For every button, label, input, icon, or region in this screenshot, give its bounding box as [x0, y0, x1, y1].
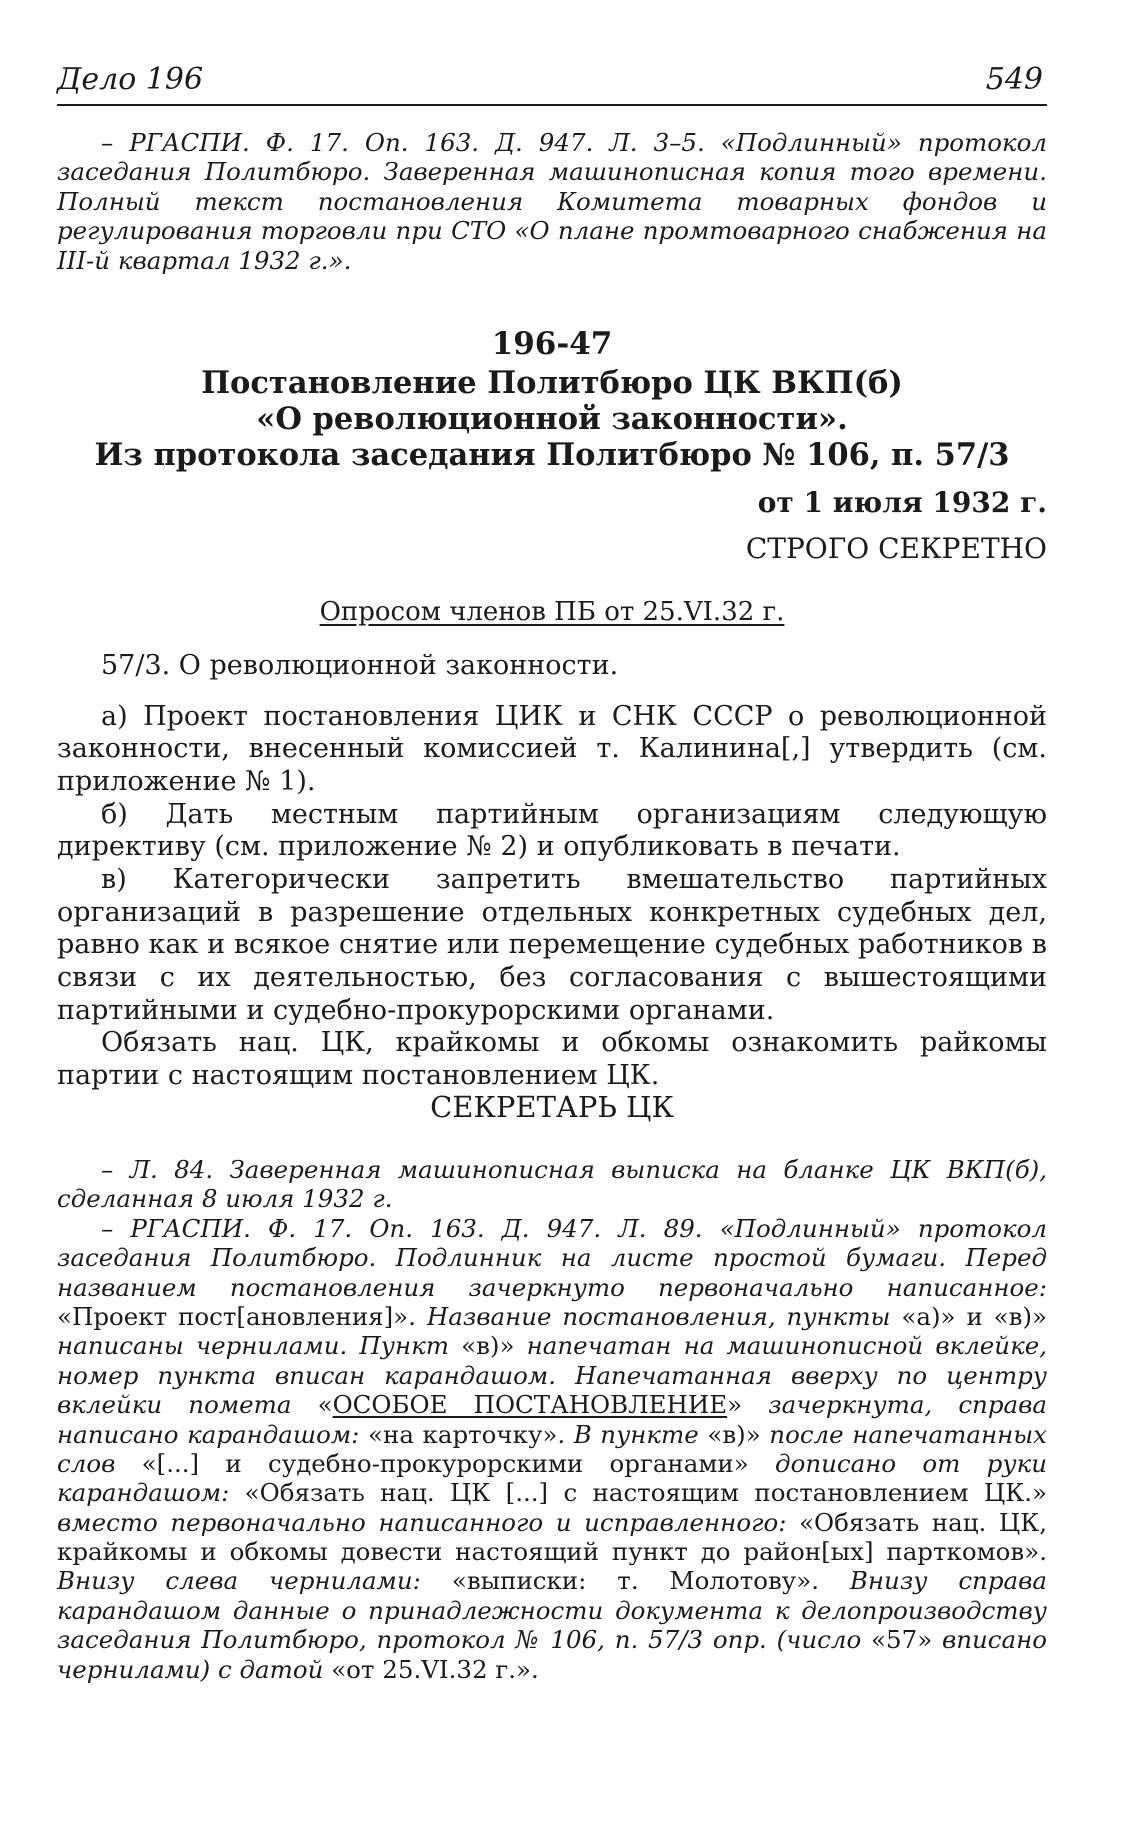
item-heading: 57/3. О революционной законности. [101, 650, 619, 681]
paragraph-oblige: Обязать нац. ЦК, крайкомы и обкомы ознакомить райкомы партии с настоящим постановлением ЦК. [57, 1027, 1047, 1091]
document-title-line1: Постановление Политбюро ЦК ВКП(б) [201, 365, 903, 401]
poll-note-text: Опросом членов ПБ от 25.VI.32 г. [319, 597, 785, 627]
source-note-bottom [57, 1155, 1047, 1684]
document-title-line3: Из протокола заседания Политбюро № 106, п. 57/3 [94, 437, 1010, 473]
paragraph-b: б) Дать местным партийным организациям следующую директиву (см. приложение № 2) и опубликовать в печати. [57, 798, 1047, 863]
running-header [57, 58, 1047, 106]
page-number: 549 [985, 62, 1043, 97]
source-note-top [57, 128, 1047, 275]
document-date: от 1 июля 1932 г. [757, 486, 1047, 519]
poll-note [57, 597, 1047, 627]
document-title-line2: «О революционной законности». [256, 401, 848, 437]
document-number: 196-47 [491, 326, 613, 362]
special-resolution-mark: ОСОБОЕ ПОСТАНОВЛЕНИЕ [332, 1390, 728, 1420]
source-note-2: – РГАСПИ. Ф. 17. Оп. 163. Д. 947. Л. 89. «Подлинный» протокол заседания Политбюро. Подлинник на листе простой бумаги. Перед названием постановления зачеркнуто первоначально написанное: «Проект пост[ановления]». Название постановления, пункты «а)» и «в)» написаны чернилами. Пункт «в)» напечатан на машинописной вклейке, номер пункта вписан карандашом. Напечатанная вверху по центру вклейки помета «ОСОБОЕ ПОСТАНОВЛЕНИЕ» зачеркнута, справа написано карандашом: «на карточку». В пункте «в)» после напечатанных слов «[...] и судебно-прокурорскими органами» дописано от руки карандашом: «Обязать нац. ЦК [...] с настоящим постановлением ЦК.» вместо первоначально написанного и исправленного: «Обязать нац. ЦК, крайкомы и обкомы довести настоящий пункт до район[ых] парткомов». Внизу слева чернилами: «выписки: т. Молотову». Внизу справа карандашом данные о принадлежности документа к делопроизводству заседания Политбюро, протокол № 106, п. 57/3 опр. (число «57» вписано чернилами) с датой «от 25.VI.32 г.». [57, 1213, 1048, 1684]
source-note-top-text: – РГАСПИ. Ф. 17. Оп. 163. Д. 947. Л. 3–5. «Подлинный» протокол заседания Политбюро. Заверенная машинописная копия того времени. Полный текст постановления Комитета товарных фондов и регулирования торговли при СТО «О плане промтоварного снабжения на III-й квартал 1932 г.». [57, 128, 1047, 275]
source-note-1: – Л. 84. Заверенная машинописная выписка на бланке ЦК ВКП(б), сделанная 8 июля 1932 г. [57, 1155, 1047, 1214]
case-number: Дело 196 [57, 62, 204, 97]
secrecy-stamp: СТРОГО СЕКРЕТНО [745, 532, 1047, 565]
signature: СЕКРЕТАРЬ ЦК [430, 1090, 674, 1124]
paragraph-a: а) Проект постановления ЦИК и СНК СССР о революционной законности, внесенный комиссией т. Калинина[,] утвердить (см. приложение № 1). [57, 700, 1047, 797]
paragraph-v: в) Категорически запретить вмешательство партийных организаций в разрешение отдельных конкретных судебных дел, равно как и всякое снятие или перемещение судебных работников в связи с их деятельностью, без согласования с вышестоящими партийными и судебно-прокурорскими органами. [57, 863, 1047, 1026]
resolution-body [57, 650, 1047, 1093]
